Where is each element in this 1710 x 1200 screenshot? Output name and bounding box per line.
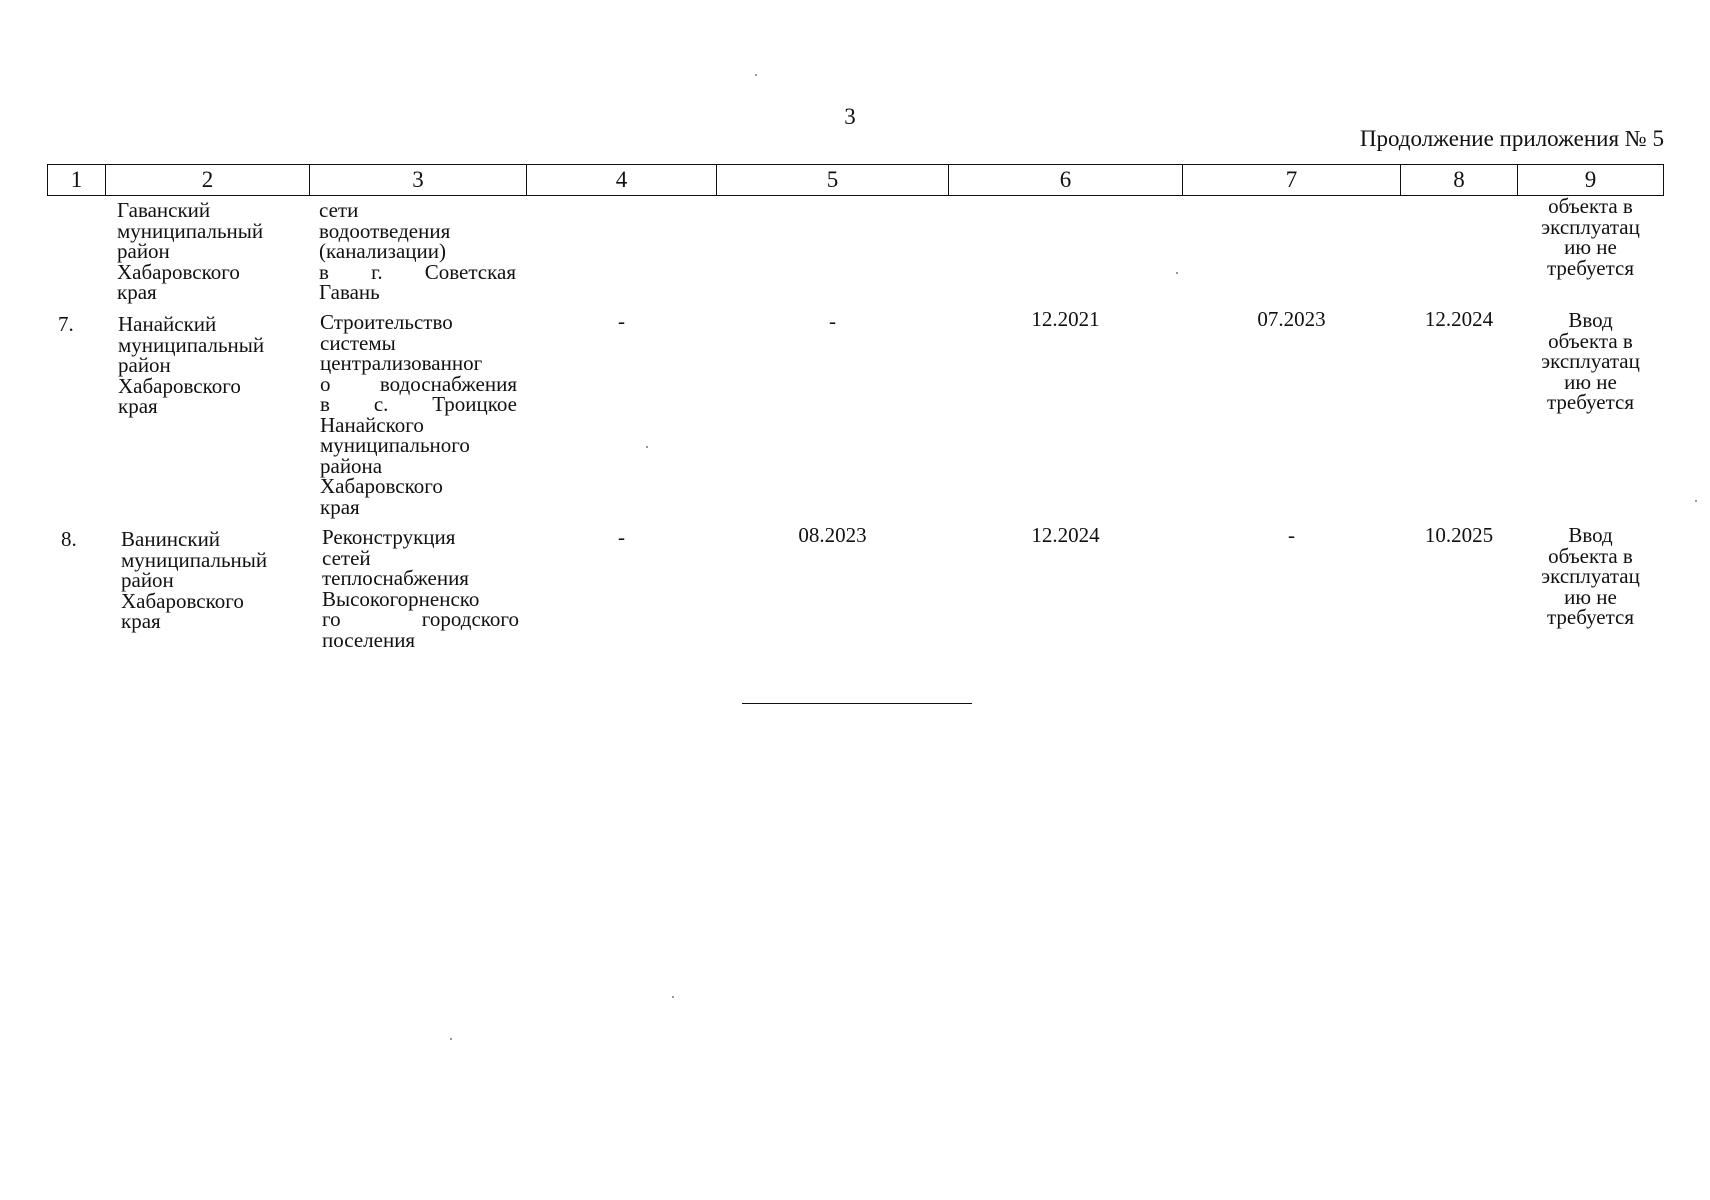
object-cell-justified-line	[319, 259, 516, 284]
word: Советская	[424, 259, 516, 284]
end-separator-line	[742, 703, 972, 704]
header-cell-8: 8	[1400, 164, 1518, 196]
word: о	[320, 371, 331, 396]
end-date-cell: 10.2025	[1424, 523, 1494, 547]
status-cell: объекта в эксплуатац ию не требуется	[1541, 194, 1640, 280]
object-cell-justified-line	[322, 609, 519, 630]
header-cell-9: 9	[1517, 164, 1664, 196]
header-cell-2: 2	[105, 164, 310, 196]
object-cell-head: Строительство системы централизованног	[320, 310, 483, 375]
continuation-label: Продолжение приложения № 5	[1359, 126, 1664, 151]
start-date-cell: 12.2021	[1031, 307, 1100, 331]
col4-cell: -	[618, 525, 625, 549]
header-cell-1: 1	[47, 164, 106, 196]
word: Троицкое	[432, 392, 517, 416]
scan-speck	[450, 1038, 452, 1040]
status-cell: Ввод объекта в эксплуатац ию не требуется	[1541, 523, 1640, 629]
scan-speck	[755, 74, 757, 76]
object-cell-justified-line	[320, 371, 517, 396]
municipality-cell: Нанайский муниципальный район Хабаровского края	[118, 312, 265, 418]
status-cell: Ввод объекта в эксплуатац ию не требуется	[1541, 308, 1640, 414]
scan-speck	[672, 996, 674, 998]
word: с.	[373, 392, 389, 416]
word: в	[319, 259, 329, 284]
object-cell-justified-line	[320, 394, 517, 415]
scan-speck	[1176, 272, 1178, 274]
row-number: 8.	[61, 527, 77, 551]
scan-speck	[1695, 500, 1697, 502]
mid-date-cell: -	[1288, 523, 1295, 547]
col4-cell: -	[618, 309, 625, 333]
word: го	[322, 607, 341, 631]
header-cell-7: 7	[1182, 164, 1401, 196]
word: городского	[421, 607, 519, 631]
word: г.	[371, 259, 383, 284]
scan-speck	[646, 446, 648, 448]
header-cell-5: 5	[716, 164, 949, 196]
object-cell-head: сети водоотведения (канализации)	[319, 198, 451, 263]
start-date-cell: 12.2024	[1031, 523, 1100, 547]
mid-date-cell: 07.2023	[1257, 307, 1326, 331]
header-cell-3: 3	[309, 164, 527, 196]
word: в	[320, 392, 330, 416]
col5-cell: 08.2023	[798, 523, 867, 547]
object-cell-tail: Гавань	[319, 280, 380, 304]
header-cell-4: 4	[526, 164, 717, 196]
col5-cell: -	[829, 309, 836, 333]
municipality-cell: Гаванский муниципальный район Хабаровского края	[117, 198, 264, 304]
object-cell-head: Реконструкция сетей теплоснабжения Высокогорненско	[322, 525, 480, 611]
municipality-cell: Ванинский муниципальный район Хабаровского края	[121, 527, 268, 633]
end-date-cell: 12.2024	[1424, 307, 1494, 331]
page-number: 3	[844, 104, 856, 129]
word: водоснабжения	[379, 371, 517, 396]
object-cell-tail: поселения	[322, 627, 416, 652]
row-number: 7.	[58, 312, 74, 336]
header-cell-6: 6	[948, 164, 1183, 196]
object-cell-tail: Нанайского муниципального района Хабаровского края	[320, 412, 470, 519]
